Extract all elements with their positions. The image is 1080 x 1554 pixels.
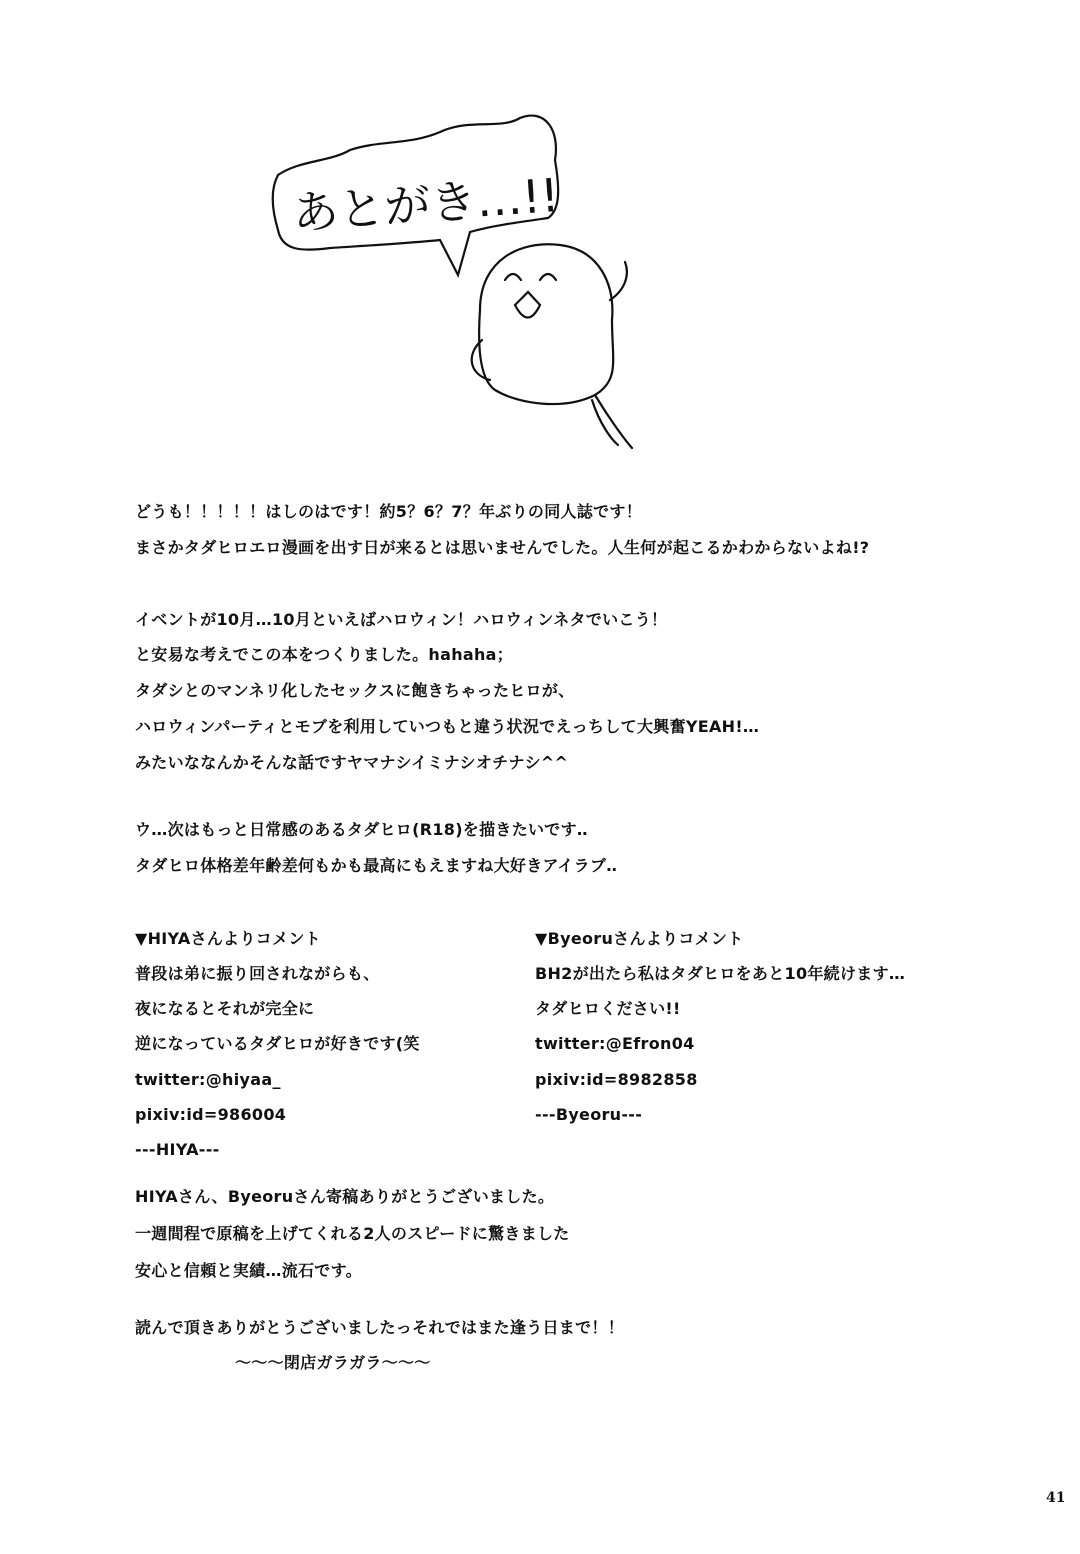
page-number: 41	[1046, 1490, 1066, 1506]
bird-icon	[472, 244, 632, 448]
comment-heading: ▼HIYAさんよりコメント	[135, 929, 321, 948]
comment-signature: ---HIYA---	[135, 1140, 220, 1159]
comment-line: タダヒロください!!	[535, 999, 681, 1018]
comment-signature: ---Byeoru---	[535, 1105, 643, 1124]
comment-line: 夜になるとそれが完全に	[135, 999, 315, 1018]
thanks-line: HIYAさん、Byeoruさん寄稿ありがとうございました。	[135, 1187, 555, 1206]
comment-pixiv: pixiv:id=986004	[135, 1105, 287, 1124]
bubble-title-text: あとがき…!!	[290, 167, 561, 241]
comment-line: BH2が出たら私はタダヒロをあと10年続けます…	[535, 964, 906, 983]
comment-heading: ▼Byeoruさんよりコメント	[535, 929, 744, 948]
next-line: タダヒロ体格差年齢差何もかも最高にもえますね大好きアイラブ‥	[135, 856, 618, 875]
comment-line: 普段は弟に振り回されながらも、	[135, 964, 380, 983]
closing-signoff: ～～～閉店ガラガラ～～～	[235, 1353, 431, 1372]
story-line: ハロウィンパーティとモブを利用していつもと違う状況でえっちして大興奮YEAH!…	[135, 717, 760, 736]
comment-twitter: twitter:@Efron04	[535, 1034, 695, 1053]
story-line: タダシとのマンネリ化したセックスに飽きちゃったヒロが、	[135, 681, 575, 700]
intro-line: どうも！！！！！はしのはです！約5？6？7？年ぶりの同人誌です！	[135, 502, 642, 521]
story-line: と安易な考えでこの本をつくりました。hahaha；	[135, 645, 514, 664]
thanks-line: 安心と信頼と実績…流石です。	[135, 1261, 362, 1280]
closing-line: 読んで頂きありがとうございましたっそれではまた逢う日まで！！	[135, 1318, 625, 1337]
thanks-line: 一週間程で原稿を上げてくれる2人のスピードに驚きました	[135, 1224, 570, 1243]
intro-line: まさかタダヒロエロ漫画を出す日が来るとは思いませんでした。人生何が起こるかわからないよね!?	[135, 538, 870, 557]
next-line: ウ…次はもっと日常感のあるタダヒロ(R18)を描きたいです‥	[135, 820, 588, 839]
story-line: イベントが10月…10月といえばハロウィン！ハロウィンネタでいこう！	[135, 610, 668, 629]
story-line: みたいななんかそんな話ですヤマナシイミナシオチナシ^^	[135, 753, 569, 772]
comment-pixiv: pixiv:id=8982858	[535, 1070, 698, 1089]
comment-line: 逆になっているタダヒロが好きです(笑	[135, 1034, 420, 1053]
comment-twitter: twitter:@hiyaa_	[135, 1070, 281, 1089]
afterword-illustration	[0, 0, 1080, 480]
